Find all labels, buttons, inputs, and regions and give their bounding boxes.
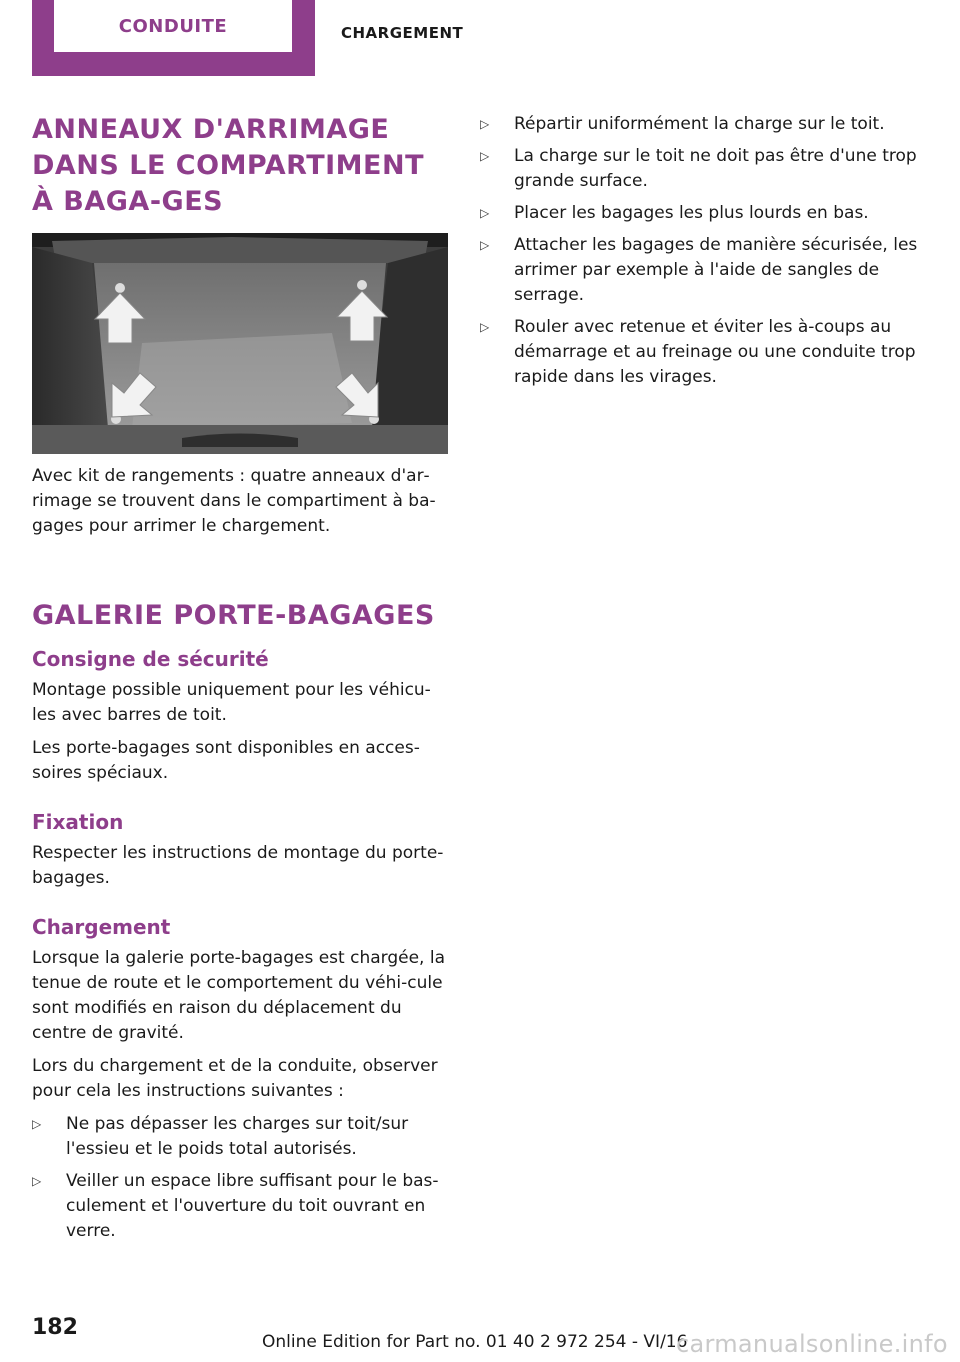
luggage-compartment-photo	[32, 233, 448, 454]
list-item: ▷ Ne pas dépasser les charges sur toit/sur l'essieu et le poids total autorisés.	[32, 1114, 409, 1159]
right-bullet-list	[480, 112, 920, 390]
tab-conduite: CONDUITE	[54, 0, 292, 52]
list-item: ▷ Placer les bagages les plus lourds en bas.	[480, 201, 920, 226]
safety-paragraph-2: Les porte‐bagages sont disponibles en acces‐soires spéciaux.	[32, 738, 420, 783]
list-item: ▷ Rouler avec retenue et éviter les à-coups au démarrage et au freinage ou une conduite trop rapide dans les virages.	[480, 317, 916, 387]
left-bullet-list	[32, 1112, 448, 1244]
edition-footer: Online Edition for Part no. 01 40 2 972 254 - VI/16	[262, 1332, 688, 1352]
fixation-paragraph: Respecter les instructions de montage du porte‐bagages.	[32, 843, 444, 888]
page-number: 182	[32, 1315, 78, 1340]
right-column	[480, 112, 920, 390]
tab-chargement: CHARGEMENT	[341, 24, 464, 42]
triangle-bullet-icon: ▷	[32, 1117, 42, 1131]
list-item: ▷ Attacher les bagages de manière sécurisée, les arrimer par exemple à l'aide de sangles de serrage.	[480, 235, 918, 305]
list-item: ▷ Veiller un espace libre suffisant pour le bas‐culement et l'ouverture du toit ouvrant en verre.	[32, 1171, 439, 1241]
lashing-eyes-title: ANNEAUX D'ARRIMAGE DANS LE COMPARTIMENT À BAGA‐GES	[32, 114, 425, 217]
safety-paragraph-1: Montage possible uniquement pour les véhicu‐les avec barres de toit.	[32, 680, 431, 725]
left-column	[32, 112, 448, 1244]
watermark: carmanualsonline.info	[676, 1330, 948, 1358]
triangle-bullet-icon: ▷	[480, 117, 490, 131]
triangle-bullet-icon: ▷	[32, 1174, 42, 1188]
fixation-heading: Fixation	[32, 810, 124, 834]
roof-rack-title: GALERIE PORTE‐BAGAGES	[32, 600, 435, 631]
list-item: ▷ Répartir uniformément la charge sur le toit.	[480, 112, 920, 137]
triangle-bullet-icon: ▷	[480, 238, 490, 252]
safety-heading: Consigne de sécurité	[32, 647, 269, 671]
triangle-bullet-icon: ▷	[480, 206, 490, 220]
triangle-bullet-icon: ▷	[480, 320, 490, 334]
triangle-bullet-icon: ▷	[480, 149, 490, 163]
lashing-caption: Avec kit de rangements : quatre anneaux d'ar‐rimage se trouvent dans le compartiment à ba‐gages pour arrimer le chargement.	[32, 466, 436, 536]
list-item: ▷ La charge sur le toit ne doit pas être d'une trop grande surface.	[480, 146, 917, 191]
loading-paragraph-2: Lors du chargement et de la conduite, observer pour cela les instructions suivantes :	[32, 1056, 438, 1101]
loading-heading: Chargement	[32, 915, 171, 939]
header-tab-active	[32, 0, 315, 76]
loading-paragraph-1: Lorsque la galerie porte‐bagages est chargée, la tenue de route et le comportement du véhi‐cule sont modifiés en raison du déplacement du centre de gravité.	[32, 948, 445, 1043]
